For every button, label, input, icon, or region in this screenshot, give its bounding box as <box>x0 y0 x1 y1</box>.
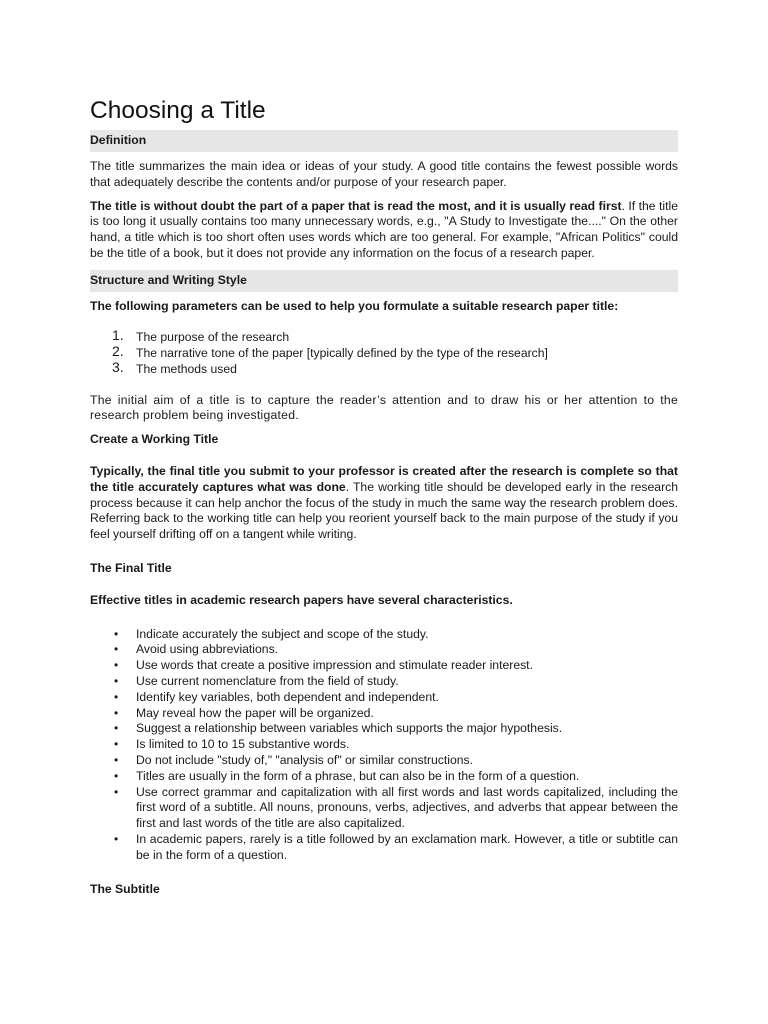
list-item <box>90 832 678 864</box>
list-item-text: The purpose of the research <box>136 329 290 344</box>
working-title-paragraph-rest: . The working title should be developed early in the research process because it can help anchor the focus of the study in much the same way the research problem does. Referring back to the working title can help you reorient yourself back to the main purpose of the study if you feel yourself drifting off on a tangent while writing. <box>90 479 678 542</box>
definition-paragraph-1: The title summarizes the main idea or ideas of your study. A good title contains the fewest possible words that adequately describe the contents and/or purpose of your research paper. <box>90 159 678 189</box>
list-item <box>90 690 678 706</box>
list-item-text: Is limited to 10 to 15 substantive words. <box>136 737 350 752</box>
list-number: 2. <box>112 342 124 359</box>
list-item <box>90 326 678 345</box>
document-content <box>90 96 678 913</box>
list-item-text: Identify key variables, both dependent and independent. <box>136 689 439 704</box>
bullet-icon: • <box>114 658 119 673</box>
working-title-paragraph <box>90 464 678 543</box>
list-item <box>90 753 678 769</box>
list-item <box>90 674 678 690</box>
bullet-icon: • <box>114 752 119 767</box>
list-item <box>90 785 678 832</box>
list-item-text: Titles are usually in the form of a phrase, but can also be in the form of a question. <box>136 768 580 783</box>
section-header-definition: Definition <box>90 130 678 152</box>
list-item <box>90 358 678 377</box>
bullet-icon: • <box>114 642 119 657</box>
bullet-icon: • <box>114 768 119 783</box>
initial-aim-paragraph: The initial aim of a title is to capture the reader’s attention and to draw his or her attention to the research problem being investigated. <box>90 392 678 423</box>
list-item <box>90 642 678 658</box>
list-item-text: Use current nomenclature from the field of study. <box>136 673 399 688</box>
list-item-text: Use words that create a positive impression and stimulate reader interest. <box>136 658 533 673</box>
section-header-structure: Structure and Writing Style <box>90 270 678 292</box>
bullet-icon: • <box>114 626 119 641</box>
bullet-icon: • <box>114 689 119 704</box>
definition-emphasis: The title is without doubt the part of a paper that is read the most, and it is usually read first <box>90 198 622 213</box>
bullet-icon: • <box>114 737 119 752</box>
parameters-list <box>90 326 678 377</box>
characteristics-list <box>90 627 678 864</box>
final-title-heading: The Final Title <box>90 560 172 575</box>
list-item <box>90 342 678 361</box>
list-item-text: The narrative tone of the paper [typically defined by the type of the research] <box>136 345 548 360</box>
working-title-heading: Create a Working Title <box>90 432 219 447</box>
list-item <box>90 706 678 722</box>
list-item-text: The methods used <box>136 361 237 376</box>
list-item <box>90 721 678 737</box>
list-item-text: Do not include "study of," "analysis of" or similar constructions. <box>136 752 474 767</box>
definition-paragraph-2 <box>90 199 678 262</box>
list-item <box>90 737 678 753</box>
bullet-icon: • <box>114 673 119 688</box>
list-item-text: Indicate accurately the subject and scope of the study. <box>136 626 429 641</box>
final-title-intro: Effective titles in academic research papers have several characteristics. <box>90 592 513 607</box>
list-item-text: Avoid using abbreviations. <box>136 642 279 657</box>
list-item-text: Suggest a relationship between variables which supports the major hypothesis. <box>136 721 563 736</box>
bullet-icon: • <box>114 705 119 720</box>
definition-paragraph-2-rest: . If the title is too long it usually contains too many unnecessary words, e.g., "A Study to Investigate the...." On the other hand, a title which is too short often uses words which are too general. For example, "African Politics" could be the title of a book, but it does not provide any information on the focus of a research paper. <box>90 198 678 260</box>
list-number: 1. <box>112 326 124 343</box>
bullet-icon: • <box>114 831 119 846</box>
list-item-text: May reveal how the paper will be organized. <box>136 705 374 720</box>
bullet-icon: • <box>114 721 119 736</box>
list-item <box>90 627 678 643</box>
list-item-text: Use correct grammar and capitalization with all first words and last words capitalized, including the first word of a subtitle. All nouns, pronouns, verbs, adjectives, and adverbs that appear between the first and last words of the title are also capitalized. <box>136 784 678 831</box>
list-item <box>90 658 678 674</box>
subtitle-heading: The Subtitle <box>90 881 160 896</box>
list-item-text: In academic papers, rarely is a title followed by an exclamation mark. However, a title or subtitle can be in the form of a question. <box>136 831 678 862</box>
list-item <box>90 769 678 785</box>
structure-intro: The following parameters can be used to help you formulate a suitable research paper title: <box>90 298 619 313</box>
working-title-emphasis: Typically, the final title you submit to your professor is created after the research is complete so that the title accurately captures what was done <box>90 463 678 494</box>
page-title: Choosing a Title <box>90 97 266 124</box>
list-number: 3. <box>112 358 124 375</box>
bullet-icon: • <box>114 784 119 799</box>
